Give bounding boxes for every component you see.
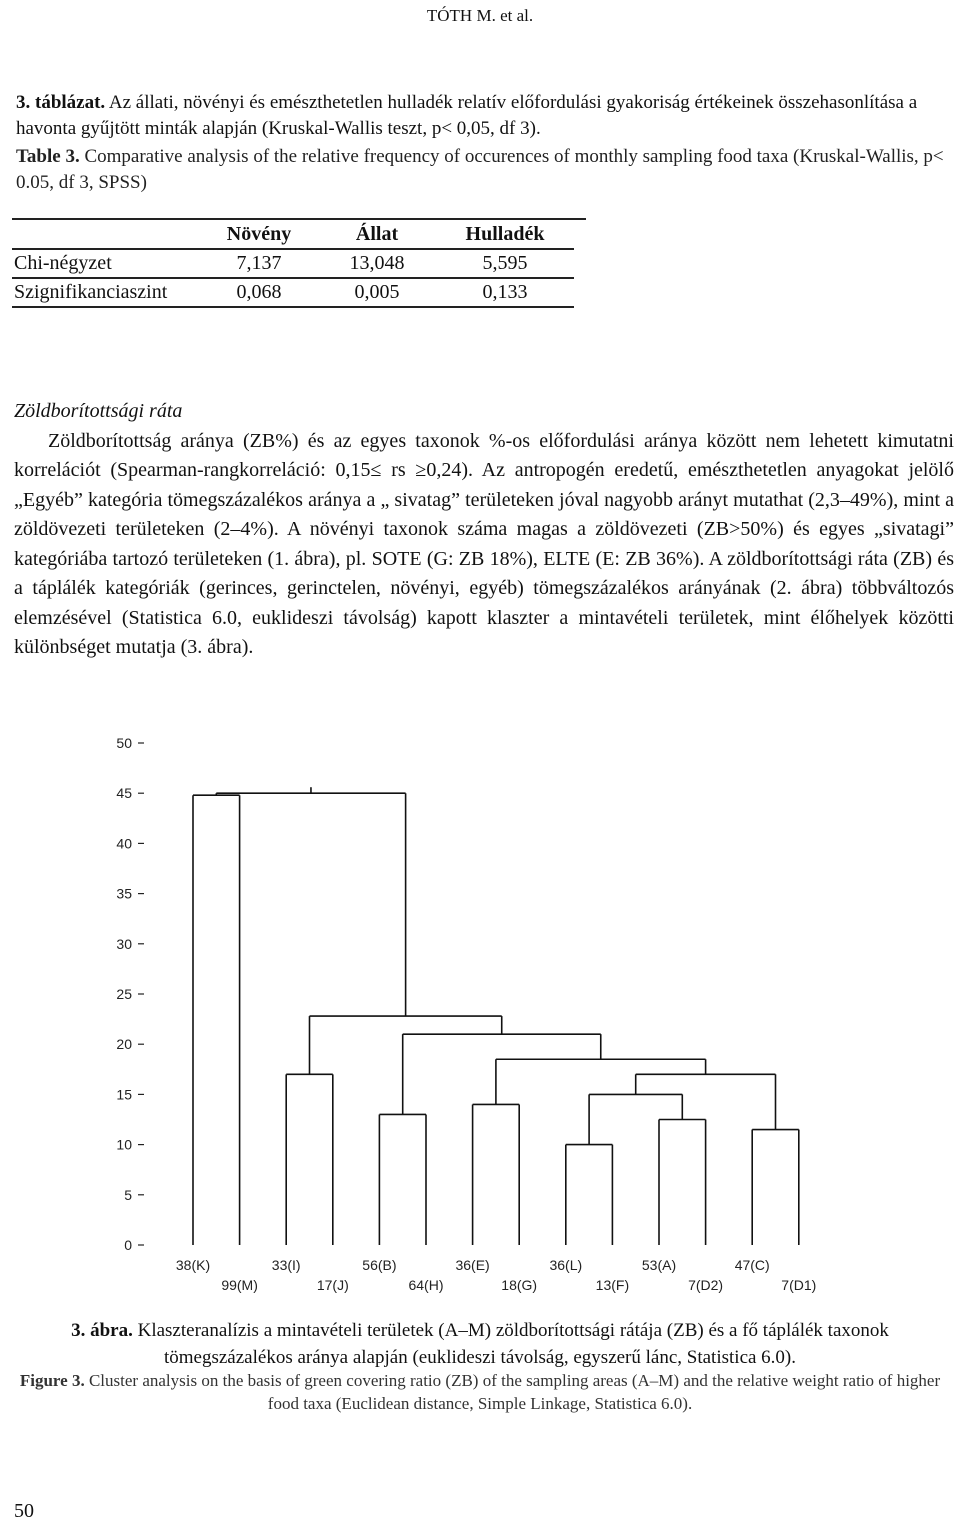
leaf-label: 17(J) [316, 1277, 349, 1293]
table-cell: 5,595 [436, 249, 574, 278]
table-caption-hu-label: 3. táblázat. [16, 92, 106, 113]
table-caption-hu-text: Az állati, növényi és emészthetetlen hulladék relatív előfordulási gyakoriság értékeinek összehasonlítása a havonta gyűjtött minták alapján (Kruskal-Wallis teszt, p< 0,05, df 3). [16, 92, 918, 139]
table-cell: 0,133 [436, 278, 574, 307]
y-tick-label: 10 [116, 1136, 132, 1153]
y-tick-label: 35 [116, 885, 132, 902]
table-row [12, 249, 574, 278]
statistics-table [12, 218, 574, 308]
figure-caption-en-label: Figure 3. [19, 1371, 85, 1390]
leaf-label: 47(C) [734, 1257, 770, 1273]
leaf-label: 36(L) [549, 1257, 583, 1273]
table-row [12, 278, 574, 307]
section-body: Zöldborítottság aránya (ZB%) és az egyes taxonok %-os előfordulási aránya között nem lehetett kimutatni korrelációt (Spearman-rangkorreláció: 0,15≤ rs ≥0,24). Az antropogén eredetű, emészthetetlen anyagokat jelölő „Egyéb” kategória tömegszázalékos aránya a „ sivatag” területeken jóval nagyobb arányt mutathat (2,3–49%), mint a zöldövezeti területeken (2–4%). A növényi taxonok száma magas a zöldövezeti (ZB>50%) és egyes „sivatagi” kategóriába tartozó területeken (1. ábra), pl. SOTE (G: ZB 18%), ELTE (E: ZB 36%). A zöldborítottsági ráta (ZB) és a táplálék kategóriák (gerinces, gerinctelen, növényi, egyéb) tömegszázalékos arányának (2. ábra) többváltozós elemzésével (Statistica 6.0, euklideszi távolság) kapott klaszter a mintavételi területek, mint élőhelyek közötti különbséget mutatja (3. ábra). [14, 429, 954, 658]
y-tick-label: 0 [124, 1237, 132, 1253]
table-cell: Chi-négyzet [12, 249, 200, 278]
leaf-label: 38(K) [175, 1257, 211, 1273]
table-header-blank [12, 219, 200, 249]
section-title: Zöldborítottsági ráta [14, 400, 183, 422]
statistics-table-wrapper [12, 218, 574, 308]
leaf-label: 7(D1) [781, 1277, 817, 1293]
section-green-cover [14, 397, 954, 663]
leaf-label: 13(F) [595, 1277, 630, 1293]
table-cell: 7,137 [200, 249, 318, 278]
leaf-label: 64(H) [408, 1277, 444, 1293]
running-head: TÓTH M. et al. [426, 6, 534, 25]
leaf-label: 18(G) [501, 1277, 538, 1293]
y-axis [116, 735, 144, 1253]
figure-caption-hu-text: Klaszteranalízis a mintavételi területek (A–M) zöldborítottsági rátája (ZB) és a fő táplálék taxonok tömegszázalékos aránya alapján (euklideszi távolság, egyszerű lánc, Statistica 6.0). [132, 1320, 889, 1368]
y-tick-label: 30 [116, 935, 132, 952]
table-cell: 0,068 [200, 278, 318, 307]
leaf-label: 33(I) [271, 1257, 301, 1273]
leaf-labels [176, 1257, 816, 1293]
leaf-label: 56(B) [362, 1257, 397, 1273]
leaf-label: 36(E) [455, 1257, 490, 1273]
table-caption-en-label: Table 3. [16, 146, 80, 167]
figure-caption-hungarian [18, 1317, 942, 1371]
table-header-row [12, 219, 574, 249]
figure-caption-hu-label: 3. ábra. [71, 1320, 133, 1341]
table-cell: 0,005 [318, 278, 436, 307]
dendrogram-links [193, 787, 799, 1245]
page-number: 50 [14, 1500, 34, 1522]
y-tick-label: 45 [116, 785, 132, 802]
y-tick-label: 40 [116, 835, 132, 852]
table-caption-hungarian [16, 90, 946, 142]
y-tick-label: 50 [116, 735, 132, 751]
leaf-label: 99(M) [221, 1277, 258, 1293]
table-header-allat: Állat [355, 223, 399, 245]
dendrogram-chart [100, 730, 860, 1305]
table-header-noveny: Növény [226, 223, 292, 245]
table-header-hulladek: Hulladék [465, 223, 545, 245]
figure-caption-english [18, 1369, 942, 1415]
y-tick-label: 5 [124, 1186, 132, 1203]
leaf-label: 7(D2) [688, 1277, 724, 1293]
table-cell: Szignifikanciaszint [12, 278, 200, 307]
y-tick-label: 15 [116, 1086, 132, 1103]
table-caption-en-text: Comparative analysis of the relative frequency of occurences of monthly sampling food taxa (Kruskal-Wallis, p< 0.05, df 3, SPSS) [16, 146, 944, 193]
y-tick-label: 25 [116, 986, 132, 1002]
table-cell: 13,048 [318, 249, 436, 278]
figure-caption-en-text: Cluster analysis on the basis of green covering ratio (ZB) of the sampling areas (A–M) and the relative weight ratio of higher food taxa (Euclidean distance, Simple Linkage, Statistica 6.0). [84, 1371, 941, 1413]
y-tick-label: 20 [116, 1036, 132, 1053]
leaf-label: 53(A) [641, 1257, 677, 1273]
table-top-rule [212, 218, 586, 220]
table-caption-english [16, 144, 946, 196]
